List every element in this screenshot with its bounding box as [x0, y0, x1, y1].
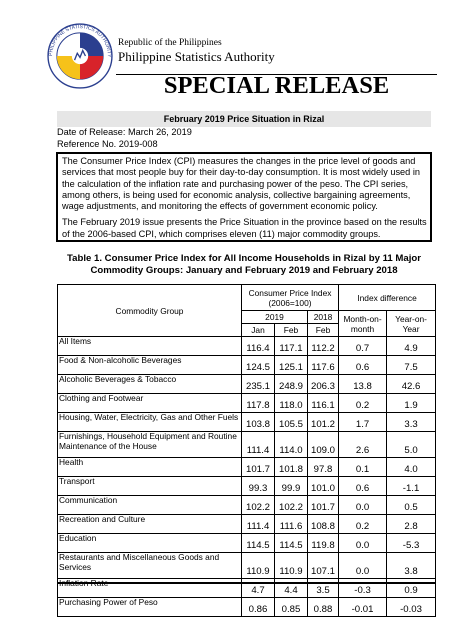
table-row [58, 394, 436, 413]
feb-2018-cell: 107.1 [308, 553, 339, 579]
psa-logo [46, 22, 114, 90]
month-on-month-cell: -0.01 [339, 598, 387, 617]
reference-number: Reference No. 2019-008 [57, 138, 158, 149]
jan-2019-cell: 4.7 [242, 579, 275, 598]
table-row [58, 477, 436, 496]
month-on-month-cell: 1.7 [339, 413, 387, 432]
table-title [57, 253, 431, 277]
month-on-month-cell: 0.2 [339, 394, 387, 413]
month-on-month-cell: 0.0 [339, 553, 387, 579]
year-on-year-cell: 1.9 [387, 394, 436, 413]
feb-2019-cell: 101.8 [275, 458, 308, 477]
table-body [58, 337, 436, 617]
header-year-2019: 2019 [242, 311, 308, 324]
jan-2019-cell: 0.86 [242, 598, 275, 617]
feb-2019-cell: 105.5 [275, 413, 308, 432]
feb-2018-cell: 101.7 [308, 496, 339, 515]
month-on-month-cell: 0.6 [339, 356, 387, 375]
feb-2018-cell: 112.2 [308, 337, 339, 356]
feb-2018-cell: 108.8 [308, 515, 339, 534]
report-subtitle: February 2019 Price Situation in Rizal [57, 111, 431, 127]
release-info [57, 127, 192, 150]
month-on-month-cell: 0.1 [339, 458, 387, 477]
feb-2018-cell: 3.5 [308, 579, 339, 598]
feb-2018-cell: 0.88 [308, 598, 339, 617]
feb-2019-cell: 125.1 [275, 356, 308, 375]
cpi-table [57, 284, 436, 617]
feb-2018-cell: 101.2 [308, 413, 339, 432]
year-on-year-cell: 5.0 [387, 432, 436, 458]
jan-2019-cell: 124.5 [242, 356, 275, 375]
commodity-cell: Communication [58, 496, 242, 515]
month-on-month-cell: 0.0 [339, 496, 387, 515]
header-year-on-year: Year-on-Year [387, 311, 436, 337]
feb-2018-cell: 101.0 [308, 477, 339, 496]
header-index-difference: Index difference [339, 285, 436, 311]
jan-2019-cell: 116.4 [242, 337, 275, 356]
feb-2019-cell: 114.0 [275, 432, 308, 458]
table-row [58, 375, 436, 394]
feb-2018-cell: 116.1 [308, 394, 339, 413]
jan-2019-cell: 103.8 [242, 413, 275, 432]
commodity-cell: Food & Non-alcoholic Beverages [58, 356, 242, 375]
feb-2019-cell: 4.4 [275, 579, 308, 598]
header-month-on-month: Month-on-month [339, 311, 387, 337]
table-row [58, 534, 436, 553]
feb-2019-cell: 110.9 [275, 553, 308, 579]
table-row [58, 432, 436, 458]
feb-2019-cell: 114.5 [275, 534, 308, 553]
year-on-year-cell: 7.5 [387, 356, 436, 375]
commodity-cell: Health [58, 458, 242, 477]
jan-2019-cell: 111.4 [242, 432, 275, 458]
month-on-month-cell: 13.8 [339, 375, 387, 394]
year-on-year-cell: -0.03 [387, 598, 436, 617]
feb-2018-cell: 206.3 [308, 375, 339, 394]
feb-2019-cell: 99.9 [275, 477, 308, 496]
commodity-cell: Purchasing Power of Peso [58, 598, 242, 617]
jan-2019-cell: 235.1 [242, 375, 275, 394]
commodity-cell: All Items [58, 337, 242, 356]
year-on-year-cell: 4.0 [387, 458, 436, 477]
jan-2019-cell: 102.2 [242, 496, 275, 515]
feb-2018-cell: 97.8 [308, 458, 339, 477]
header-jan: Jan [242, 324, 275, 337]
month-on-month-cell: 2.6 [339, 432, 387, 458]
jan-2019-cell: 110.9 [242, 553, 275, 579]
month-on-month-cell: 0.0 [339, 534, 387, 553]
table-title-line-2: Commodity Groups: January and February 2019 and February 2018 [90, 265, 398, 276]
year-on-year-cell: 0.5 [387, 496, 436, 515]
release-date: Date of Release: March 26, 2019 [57, 127, 192, 137]
feb-2018-cell: 109.0 [308, 432, 339, 458]
intro-paragraph-2: The February 2019 issue presents the Price Situation in the province based on the results of the 2006-based CPI, which comprises eleven (11) major commodity groups. [62, 217, 427, 239]
month-on-month-cell: 0.7 [339, 337, 387, 356]
header-feb: Feb [275, 324, 308, 337]
feb-2019-cell: 102.2 [275, 496, 308, 515]
year-on-year-cell: 3.3 [387, 413, 436, 432]
jan-2019-cell: 99.3 [242, 477, 275, 496]
commodity-cell: Transport [58, 477, 242, 496]
table-row [58, 356, 436, 375]
feb-2018-cell: 119.8 [308, 534, 339, 553]
feb-2018-cell: 117.6 [308, 356, 339, 375]
header-commodity-group: Commodity Group [58, 285, 242, 337]
feb-2019-cell: 117.1 [275, 337, 308, 356]
jan-2019-cell: 114.5 [242, 534, 275, 553]
header-cpi: Consumer Price Index (2006=100) [242, 285, 339, 311]
feb-2019-cell: 118.0 [275, 394, 308, 413]
table-row [58, 496, 436, 515]
header-feb-2018: Feb [308, 324, 339, 337]
feb-2019-cell: 248.9 [275, 375, 308, 394]
intro-box [56, 152, 432, 242]
release-title: SPECIAL RELEASE [163, 72, 390, 99]
table-title-line-1: Table 1. Consumer Price Index for All Income Households in Rizal by 11 Major [67, 253, 421, 264]
organization-block [118, 38, 275, 64]
jan-2019-cell: 111.4 [242, 515, 275, 534]
year-on-year-cell: 42.6 [387, 375, 436, 394]
commodity-cell: Housing, Water, Electricity, Gas and Other Fuels [58, 413, 242, 432]
bottom-rule [57, 582, 435, 584]
month-on-month-cell: 0.6 [339, 477, 387, 496]
commodity-cell: Restaurants and Miscellaneous Goods and Services [58, 553, 242, 579]
year-on-year-cell: 0.9 [387, 579, 436, 598]
table-row [58, 413, 436, 432]
year-on-year-cell: 3.8 [387, 553, 436, 579]
month-on-month-cell: -0.3 [339, 579, 387, 598]
feb-2019-cell: 111.6 [275, 515, 308, 534]
commodity-cell: Inflation Rate [58, 579, 242, 598]
year-on-year-cell: -5.3 [387, 534, 436, 553]
republic-label: Republic of the Philippines [118, 38, 222, 48]
commodity-cell: Furnishings, Household Equipment and Routine Maintenance of the House [58, 432, 242, 458]
commodity-cell: Clothing and Footwear [58, 394, 242, 413]
month-on-month-cell: 0.2 [339, 515, 387, 534]
feb-2019-cell: 0.85 [275, 598, 308, 617]
commodity-cell: Education [58, 534, 242, 553]
header-year-2018: 2018 [308, 311, 339, 324]
year-on-year-cell: -1.1 [387, 477, 436, 496]
table-row [58, 458, 436, 477]
authority-name: Philippine Statistics Authority [118, 49, 275, 64]
jan-2019-cell: 117.8 [242, 394, 275, 413]
table-row [58, 553, 436, 579]
commodity-cell: Recreation and Culture [58, 515, 242, 534]
year-on-year-cell: 2.8 [387, 515, 436, 534]
table-row [58, 515, 436, 534]
logo-ring-text: PHILIPPINE STATISTICS AUTHORITY [48, 24, 112, 58]
year-on-year-cell: 4.9 [387, 337, 436, 356]
jan-2019-cell: 101.7 [242, 458, 275, 477]
commodity-cell: Alcoholic Beverages & Tobacco [58, 375, 242, 394]
intro-paragraph-1: The Consumer Price Index (CPI) measures the changes in the price level of goods and services that most people buy for their day-to-day consumption. It is most widely used in the calculation of the inflation rate and purchasing power of the peso. The CPI series, among others, is being used for economic analysis, collective bargaining agreements, wage adjustments, and monitoring the effects of government economic policy. [62, 156, 420, 212]
table-row [58, 598, 436, 617]
table-row [58, 337, 436, 356]
